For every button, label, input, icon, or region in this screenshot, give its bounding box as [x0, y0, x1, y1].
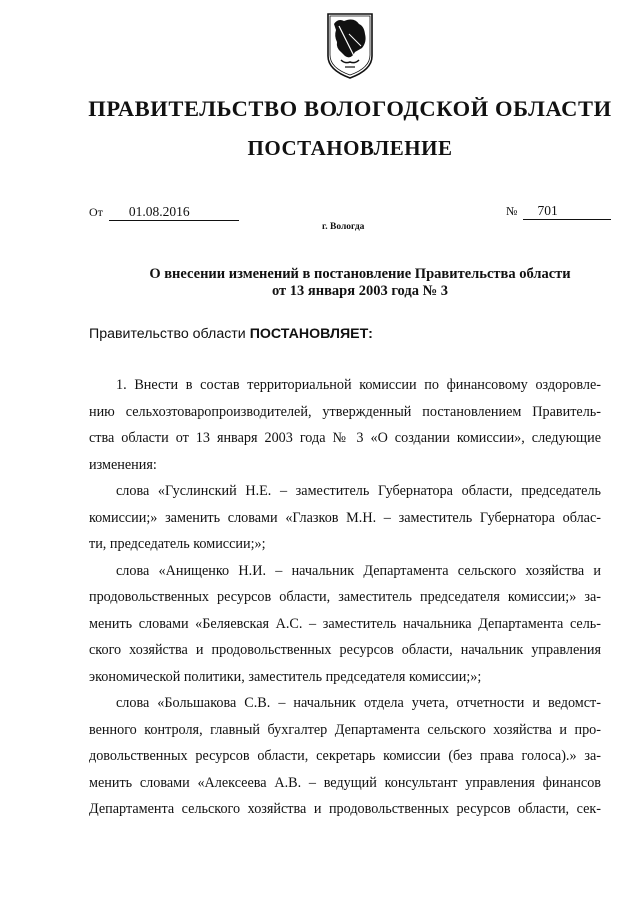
resolves-prefix: Правительство области [89, 326, 250, 342]
subject-line-1: О внесении изменений в постановление Правительства области [149, 266, 571, 282]
body-line: продовольственных ресурсов области, заместитель председателя комиссии;» за- [89, 589, 601, 605]
body-line: менить словами «Беляевская А.С. – заместитель начальника Департамента сель- [89, 615, 601, 632]
number-prefix: № [506, 204, 518, 218]
subject-line-2: от 13 января 2003 года № 3 [271, 283, 449, 299]
date-line [89, 204, 239, 221]
government-title: ПРАВИТЕЛЬСТВО ВОЛОГОДСКОЙ ОБЛАСТИ [88, 96, 612, 121]
body-line: экономической политики, заместитель председателя комиссии;»; [89, 668, 482, 685]
city-label: г. Вологда [322, 222, 365, 232]
resolves-statement [89, 326, 373, 342]
body-line: ского хозяйства и продовольственных ресурсов области, начальник управления [89, 642, 601, 658]
body-line: довольственных ресурсов области, секретарь комиссии (без права голоса).» за- [89, 748, 601, 764]
body-line: слова «Анищенко Н.И. – начальник Департамента сельского хозяйства и [116, 562, 601, 579]
document-date: 01.08.2016 [109, 204, 239, 221]
coat-of-arms-icon [325, 12, 375, 80]
body-line: Департамента сельского хозяйства и продовольственных ресурсов области, сек- [89, 801, 601, 817]
resolves-emphasis: ПОСТАНОВЛЯЕТ: [249, 326, 373, 342]
document-subject [90, 266, 630, 300]
date-prefix: От [89, 205, 103, 219]
document-body [89, 376, 601, 827]
body-line: ства области от 13 января 2003 года № 3 «О создании комиссии», следующие [89, 430, 601, 446]
document-type: ПОСТАНОВЛЕНИЕ [247, 136, 453, 160]
body-line: ти, председатель комиссии;»; [89, 536, 266, 552]
document-number: 701 [523, 203, 611, 220]
body-line: слова «Гуслинский Н.Е. – заместитель Губернатора области, председатель [116, 483, 601, 499]
body-line: комиссии;» заменить словами «Глазков М.Н. – заместитель Губернатора облас- [89, 509, 601, 526]
body-line: 1. Внести в состав территориальной комиссии по финансовому оздоровле- [116, 377, 601, 393]
body-line: нию сельхозтоваропроизводителей, утвержденный постановлением Правитель- [89, 403, 601, 420]
body-line: слова «Большакова С.В. – начальник отдела учета, отчетности и ведомст- [116, 695, 601, 711]
body-line: менить словами «Алексеева А.В. – ведущий консультант управления финансов [89, 774, 601, 791]
number-line [506, 203, 611, 220]
body-line: венного контроля, главный бухгалтер Департамента сельского хозяйства и про- [89, 721, 601, 738]
body-line: изменения: [89, 456, 157, 473]
